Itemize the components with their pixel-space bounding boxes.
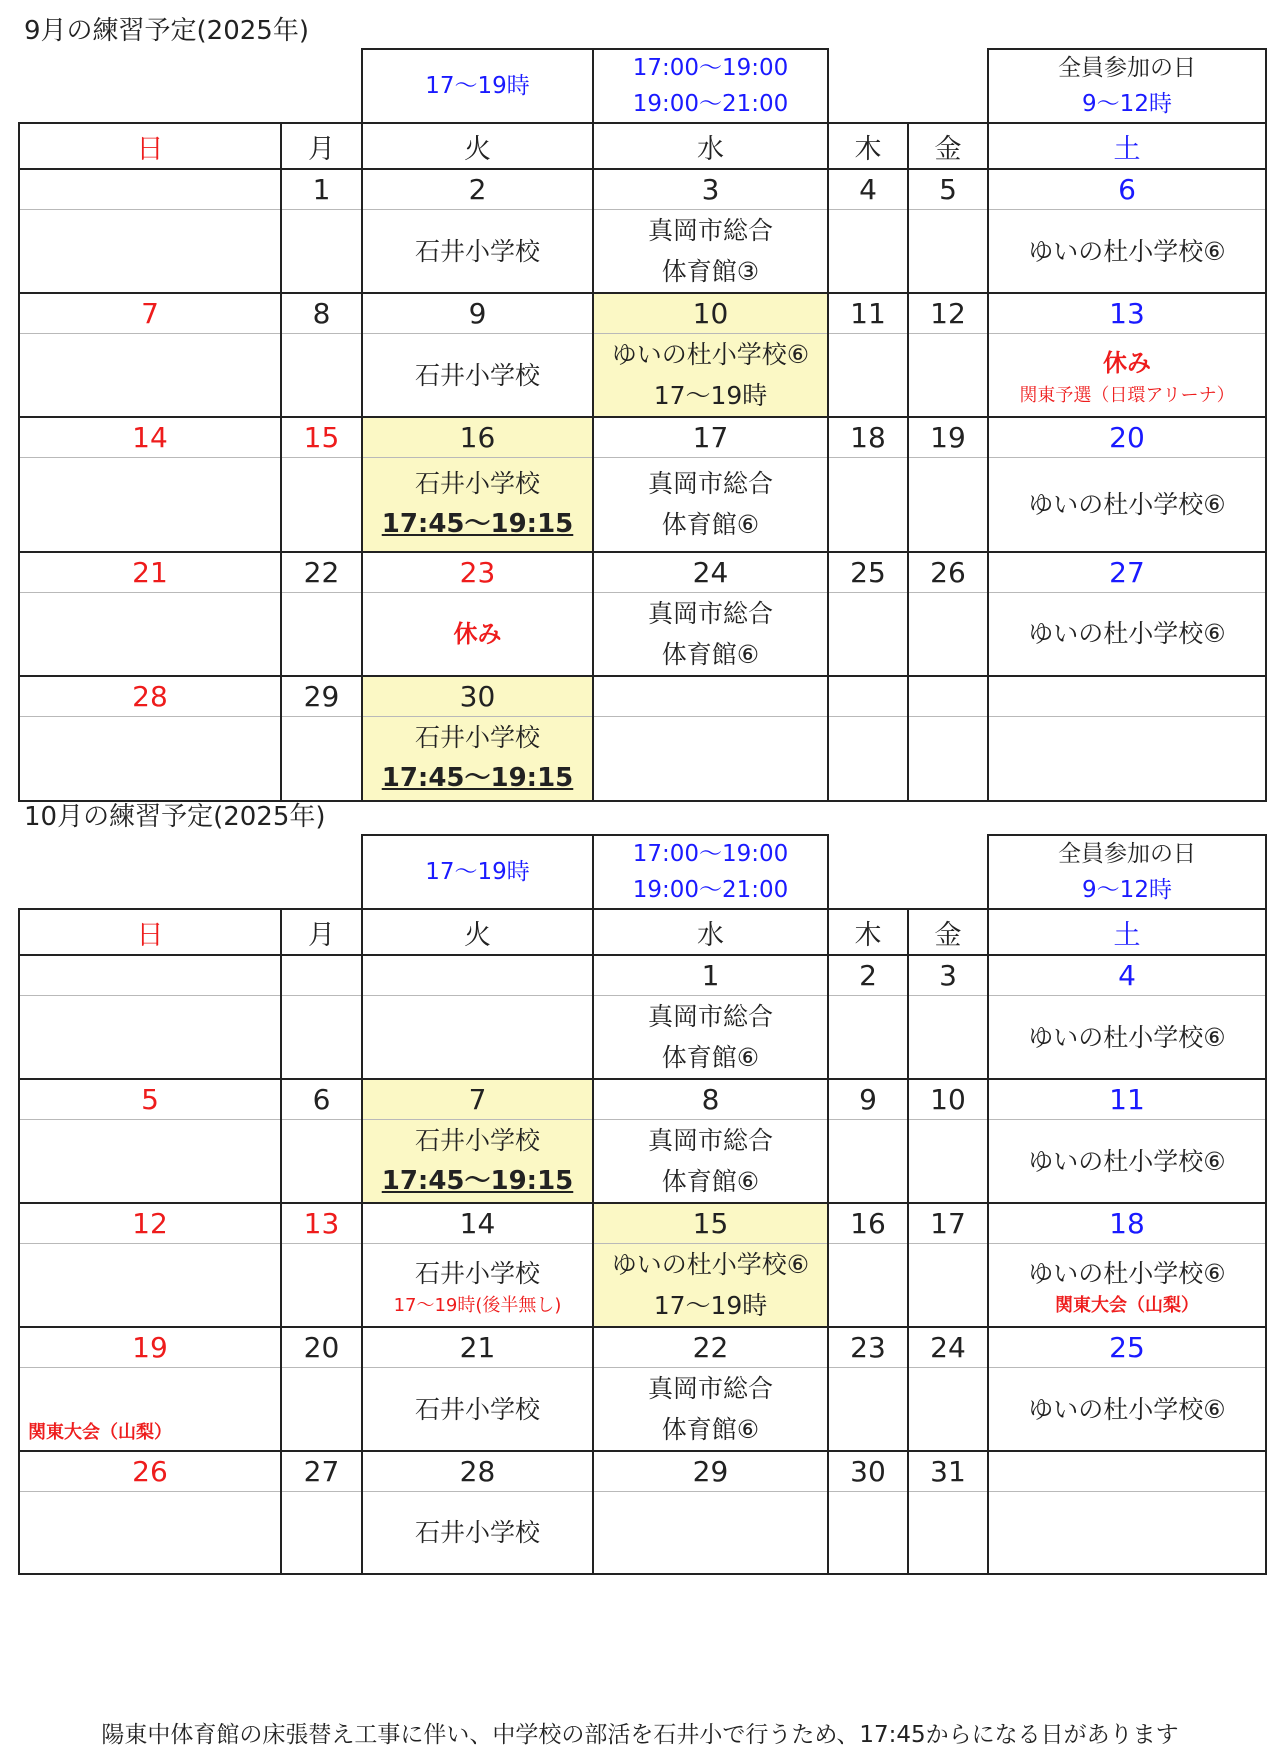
schedule-cell: 真岡市総合 体育館⑥ — [593, 996, 828, 1080]
schedule-cell — [19, 592, 281, 676]
date-cell: 13 — [281, 1203, 362, 1244]
schedule-cell — [908, 334, 988, 418]
schedule-cell: 真岡市総合 体育館③ — [593, 210, 828, 294]
date-cell: 27 — [988, 552, 1266, 593]
weekday-wed: 水 — [593, 123, 828, 169]
schedule-cell — [988, 334, 1266, 418]
date-cell: 5 — [908, 169, 988, 210]
weekday-sat: 土 — [988, 909, 1266, 955]
schedule-cell: ゆいの杜小学校⑥ — [988, 1368, 1266, 1452]
date-cell: 9 — [362, 293, 593, 334]
date-cell: 20 — [988, 417, 1266, 458]
schedule-cell — [908, 1368, 988, 1452]
schedule-cell — [281, 1492, 362, 1574]
schedule-cell — [908, 592, 988, 676]
week-schedule-row — [19, 334, 1266, 418]
date-cell: 16 — [828, 1203, 908, 1244]
date-cell: 15 — [281, 417, 362, 458]
schedule-cell: 石井小学校 — [362, 1368, 593, 1452]
event-note: 関東予選（日環アリーナ） — [1019, 384, 1235, 406]
saturday-all-members-header: 全員参加の日 9～12時 — [988, 49, 1266, 123]
week-schedule-row — [19, 592, 1266, 676]
date-cell: 28 — [19, 676, 281, 717]
date-cell: 4 — [828, 169, 908, 210]
date-cell: 21 — [19, 552, 281, 593]
date-cell: 8 — [593, 1079, 828, 1120]
date-cell: 18 — [828, 417, 908, 458]
date-cell — [828, 676, 908, 717]
schedule-cell — [908, 1492, 988, 1574]
schedule-cell — [281, 996, 362, 1080]
week-dates-row — [19, 1451, 1266, 1492]
date-cell — [593, 676, 828, 717]
weekday-fri: 金 — [908, 123, 988, 169]
date-cell: 11 — [828, 293, 908, 334]
date-cell: 4 — [988, 955, 1266, 996]
saturday-all-members-header: 全員参加の日 9～12時 — [988, 835, 1266, 909]
date-cell: 28 — [362, 1451, 593, 1492]
schedule-cell — [908, 717, 988, 801]
date-cell: 30 — [362, 676, 593, 717]
schedule-cell — [828, 210, 908, 294]
schedule-cell — [908, 1120, 988, 1204]
schedule-cell — [281, 334, 362, 418]
weekday-tue: 火 — [362, 909, 593, 955]
schedule-cell — [828, 996, 908, 1080]
date-cell: 7 — [19, 293, 281, 334]
date-cell: 23 — [828, 1327, 908, 1368]
schedule-cell: ゆいの杜小学校⑥ — [988, 1120, 1266, 1204]
date-cell: 29 — [593, 1451, 828, 1492]
week-dates-row — [19, 1327, 1266, 1368]
date-cell — [19, 169, 281, 210]
schedule-cell — [281, 1120, 362, 1204]
schedule-cell: 真岡市総合 体育館⑥ — [593, 1120, 828, 1204]
schedule-cell — [362, 996, 593, 1080]
date-cell: 14 — [362, 1203, 593, 1244]
date-cell: 15 — [593, 1203, 828, 1244]
schedule-cell — [281, 210, 362, 294]
september-calendar — [18, 48, 1267, 802]
week-dates-row — [19, 955, 1266, 996]
schedule-cell: ゆいの杜小学校⑥ — [988, 458, 1266, 552]
weekday-wed: 水 — [593, 909, 828, 955]
schedule-cell — [828, 1244, 908, 1328]
date-cell: 17 — [908, 1203, 988, 1244]
date-cell — [362, 955, 593, 996]
week-schedule-row — [19, 717, 1266, 801]
date-cell: 11 — [988, 1079, 1266, 1120]
date-cell: 17 — [593, 417, 828, 458]
schedule-cell — [908, 1244, 988, 1328]
schedule-cell — [828, 592, 908, 676]
schedule-cell — [988, 717, 1266, 801]
week-dates-row — [19, 293, 1266, 334]
schedule-cell: 石井小学校 — [362, 1492, 593, 1574]
date-cell: 6 — [988, 169, 1266, 210]
date-cell: 13 — [988, 293, 1266, 334]
tuesday-time-header: 17～19時 — [362, 835, 593, 909]
date-cell: 31 — [908, 1451, 988, 1492]
date-cell — [281, 955, 362, 996]
schedule-cell — [19, 334, 281, 418]
day-off-label: 休み — [1103, 348, 1151, 377]
date-cell: 7 — [362, 1079, 593, 1120]
date-cell: 23 — [362, 552, 593, 593]
week-schedule-row — [19, 996, 1266, 1080]
date-cell: 12 — [908, 293, 988, 334]
schedule-cell — [908, 996, 988, 1080]
date-cell — [19, 955, 281, 996]
date-cell: 21 — [362, 1327, 593, 1368]
schedule-cell — [19, 210, 281, 294]
schedule-cell: ゆいの杜小学校⑥ — [988, 210, 1266, 294]
date-cell: 16 — [362, 417, 593, 458]
date-cell: 10 — [593, 293, 828, 334]
footer-note: 陽東中体育館の床張替え工事に伴い、中学校の部活を石井小で行うため、17:45からになる日があります — [101, 1722, 1179, 1748]
date-cell: 19 — [908, 417, 988, 458]
date-cell: 3 — [908, 955, 988, 996]
schedule-cell — [828, 1120, 908, 1204]
week-schedule-row — [19, 1368, 1266, 1452]
october-calendar — [18, 834, 1267, 1575]
date-cell: 24 — [908, 1327, 988, 1368]
date-cell: 18 — [988, 1203, 1266, 1244]
schedule-cell — [19, 1368, 281, 1452]
date-cell: 20 — [281, 1327, 362, 1368]
october-time-header-row — [19, 835, 1266, 909]
schedule-cell — [19, 458, 281, 552]
date-cell: 2 — [362, 169, 593, 210]
week-schedule-row — [19, 210, 1266, 294]
weekday-mon: 月 — [281, 123, 362, 169]
date-cell: 14 — [19, 417, 281, 458]
october-weekday-row — [19, 909, 1266, 955]
september-weekday-row — [19, 123, 1266, 169]
schedule-cell — [281, 1244, 362, 1328]
schedule-cell — [19, 996, 281, 1080]
october-title: 10月の練習予定(2025年) — [24, 802, 326, 832]
schedule-cell — [828, 458, 908, 552]
date-cell: 22 — [281, 552, 362, 593]
day-off-label: 休み — [453, 619, 502, 648]
date-cell: 10 — [908, 1079, 988, 1120]
schedule-cell: ゆいの杜小学校⑥ — [988, 592, 1266, 676]
date-cell: 26 — [19, 1451, 281, 1492]
schedule-cell: 真岡市総合 体育館⑥ — [593, 458, 828, 552]
schedule-cell — [828, 334, 908, 418]
schedule-cell — [19, 1120, 281, 1204]
schedule-cell — [828, 717, 908, 801]
date-cell — [988, 676, 1266, 717]
schedule-cell — [19, 1492, 281, 1574]
week-dates-row — [19, 169, 1266, 210]
week-dates-row — [19, 417, 1266, 458]
tuesday-time-header: 17～19時 — [362, 49, 593, 123]
week-schedule-row — [19, 458, 1266, 552]
date-cell — [908, 676, 988, 717]
schedule-cell: 真岡市総合 体育館⑥ — [593, 592, 828, 676]
date-cell: 22 — [593, 1327, 828, 1368]
schedule-cell: 石井小学校 17:45～19:15 — [362, 717, 593, 801]
schedule-cell: 石井小学校 17～19時(後半無し) — [362, 1244, 593, 1328]
weekday-tue: 火 — [362, 123, 593, 169]
date-cell: 25 — [828, 552, 908, 593]
schedule-cell: ゆいの杜小学校⑥ — [988, 996, 1266, 1080]
september-title: 9月の練習予定(2025年) — [24, 16, 309, 46]
weekday-fri: 金 — [908, 909, 988, 955]
schedule-cell — [281, 592, 362, 676]
schedule-cell — [281, 717, 362, 801]
wednesday-time-header: 17:00～19:00 19:00～21:00 — [593, 49, 828, 123]
event-note: 関東大会（山梨） — [1055, 1294, 1199, 1316]
schedule-cell: ゆいの杜小学校⑥ 関東大会（山梨） — [988, 1244, 1266, 1328]
week-dates-row — [19, 1079, 1266, 1120]
date-cell: 12 — [19, 1203, 281, 1244]
schedule-cell: 石井小学校 17:45～19:15 — [362, 458, 593, 552]
schedule-cell — [362, 592, 593, 676]
date-cell: 24 — [593, 552, 828, 593]
weekday-sun: 日 — [19, 909, 281, 955]
schedule-cell: 石井小学校 — [362, 334, 593, 418]
schedule-cell — [593, 1492, 828, 1574]
schedule-cell: 真岡市総合 体育館⑥ — [593, 1368, 828, 1452]
schedule-cell: 石井小学校 — [362, 210, 593, 294]
date-cell: 3 — [593, 169, 828, 210]
week-dates-row — [19, 676, 1266, 717]
date-cell: 19 — [19, 1327, 281, 1368]
schedule-cell: ゆいの杜小学校⑥ 17～19時 — [593, 1244, 828, 1328]
september-time-header-row — [19, 49, 1266, 123]
schedule-cell — [828, 1492, 908, 1574]
schedule-cell — [593, 717, 828, 801]
time-note: 17～19時(後半無し) — [393, 1294, 562, 1316]
date-cell: 8 — [281, 293, 362, 334]
date-cell: 1 — [281, 169, 362, 210]
date-cell: 25 — [988, 1327, 1266, 1368]
week-schedule-row — [19, 1120, 1266, 1204]
weekday-sat: 土 — [988, 123, 1266, 169]
schedule-cell — [19, 717, 281, 801]
schedule-cell — [828, 1368, 908, 1452]
date-cell: 5 — [19, 1079, 281, 1120]
schedule-cell: 石井小学校 17:45～19:15 — [362, 1120, 593, 1204]
week-schedule-row — [19, 1492, 1266, 1574]
week-dates-row — [19, 552, 1266, 593]
week-schedule-row — [19, 1244, 1266, 1328]
date-cell: 1 — [593, 955, 828, 996]
date-cell: 26 — [908, 552, 988, 593]
date-cell: 30 — [828, 1451, 908, 1492]
date-cell: 27 — [281, 1451, 362, 1492]
schedule-cell: ゆいの杜小学校⑥ 17～19時 — [593, 334, 828, 418]
schedule-cell — [988, 1492, 1266, 1574]
schedule-cell — [908, 210, 988, 294]
weekday-thu: 木 — [828, 909, 908, 955]
weekday-sun: 日 — [19, 123, 281, 169]
event-note: 関東大会（山梨） — [28, 1422, 172, 1443]
date-cell: 9 — [828, 1079, 908, 1120]
week-dates-row — [19, 1203, 1266, 1244]
schedule-cell — [19, 1244, 281, 1328]
date-cell: 2 — [828, 955, 908, 996]
schedule-cell — [908, 458, 988, 552]
date-cell: 29 — [281, 676, 362, 717]
wednesday-time-header: 17:00～19:00 19:00～21:00 — [593, 835, 828, 909]
date-cell — [988, 1451, 1266, 1492]
weekday-mon: 月 — [281, 909, 362, 955]
schedule-cell — [281, 458, 362, 552]
schedule-cell — [281, 1368, 362, 1452]
weekday-thu: 木 — [828, 123, 908, 169]
date-cell: 6 — [281, 1079, 362, 1120]
